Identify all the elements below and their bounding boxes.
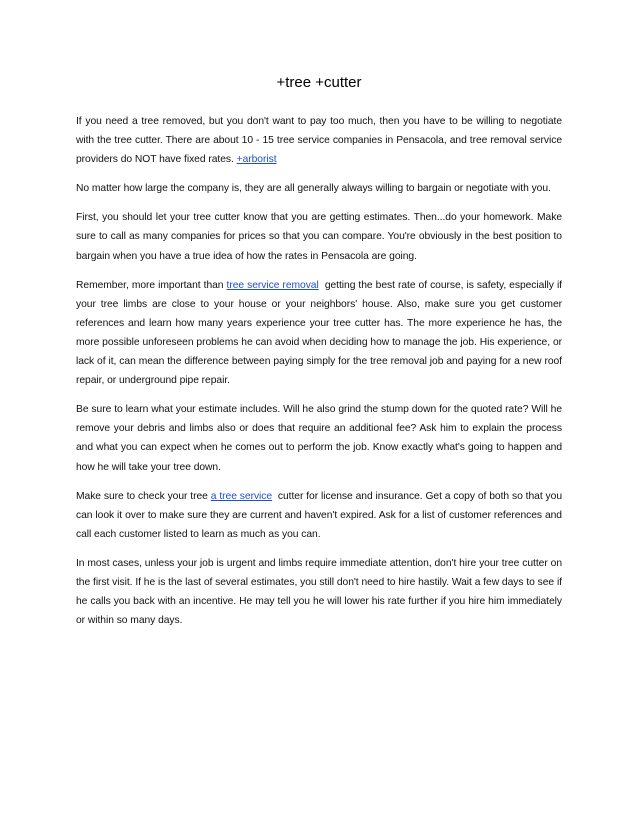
tree-service-removal-link[interactable]: tree service removal	[226, 279, 319, 291]
document-title: +tree +cutter	[276, 74, 362, 91]
paragraph-6-tail: cutter for license and insurance. Get a copy of both so that you can look it over to make sure they are current and haven't expired. Ask for a list of customer references and call each customer listed to learn as much as you can.	[76, 490, 565, 540]
paragraph-4-text: Remember, more important than	[76, 279, 227, 291]
a-tree-service-link[interactable]: a tree service	[210, 490, 273, 502]
paragraph-2: No matter how large the company is, they are all generally always willing to bargain or negotiate with you.	[76, 183, 551, 195]
paragraph-6-text: Make sure to check your tree	[76, 490, 211, 502]
document-page	[76, 74, 565, 640]
paragraph-6	[76, 487, 565, 544]
arborist-link[interactable]: +arborist	[236, 154, 277, 166]
paragraph-1-text: If you need a tree removed, but you don't want to pay too much, then you have to be willing to negotiate with the tree cutter. There are about 10 - 15 tree service companies in Pensacola, and tree removal service providers do NOT have fixed rates.	[76, 116, 562, 166]
paragraph-4-tail: getting the best rate of course, is safety, especially if your tree limbs are close to your house or your neighbors' house. Also, make sure you get customer references and learn how many years experience your tree cutter has. The more experience he has, the more possible unforeseen problems he can avoid when deciding how to manage the job. His experience, or lack of it, can mean the difference between paying simply for the tree removal job and paying for a new roof repair, or underground pipe repair.	[76, 279, 565, 387]
paragraph-4	[76, 276, 565, 391]
paragraph-7: In most cases, unless your job is urgent and limbs require immediate attention, don't hire your tree cutter on the first visit. If he is the last of several estimates, you still don't need to hire hastily. Wait a few days to see if he calls you back with an incentive. He may tell you he will lower his rate further if you hire him immediately or within so many days.	[76, 557, 562, 627]
paragraph-1	[76, 112, 562, 169]
paragraph-3: First, you should let your tree cutter know that you are getting estimates. Then...do your homework. Make sure to call as many companies for prices so that you can compare. You're obviously in the best position to bargain when you have a true idea of how the rates in Pensacola are going.	[76, 212, 562, 262]
paragraph-5: Be sure to learn what your estimate includes. Will he also grind the stump down for the quoted rate? Will he remove your debris and limbs also or does that require an additional fee? Ask him to explain the process and what you can expect when he comes out to perform the job. Know exactly what's going to happen and how he will take your tree down.	[76, 404, 562, 473]
